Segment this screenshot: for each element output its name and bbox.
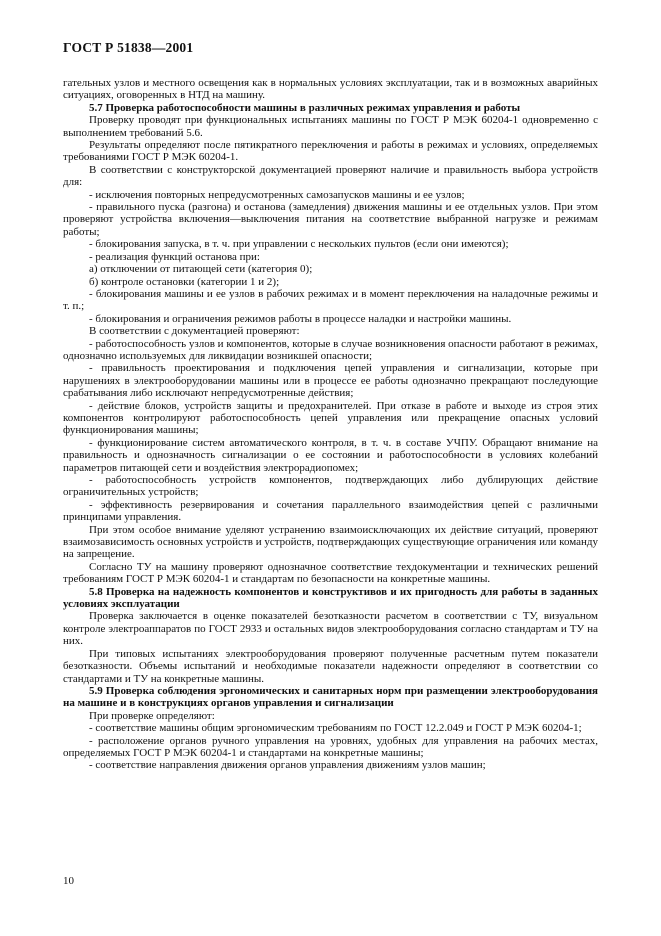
body-paragraph: б) контроле остановки (категории 1 и 2); [89,275,280,288]
body-paragraph: гательных узлов и местного освещения как в нормальных условиях эксплуатации, так и в возможных аварийных ситуациях, оговоренных в НТД на машину. [63,77,598,102]
body-paragraph: - расположение органов ручного управления на уровнях, удобных для управления на рабочих местах, определяемых ГОСТ Р МЭК 60204-1 и стандартами на конкретные машины; [63,734,598,759]
body-paragraph: - исключения повторных непредусмотренных самозапусков машины и ее узлов; [89,188,465,201]
body-paragraph: Проверку проводят при функциональных испытаниях машины по ГОСТ Р МЭК 60204-1 одновременно с выполнением требований 5.6. [63,114,598,139]
body-paragraph: - работоспособность узлов и компонентов, которые в случае возникновения опасности работают в режимах, однозначно используемых для ликвидации возникшей опасности; [63,337,598,362]
section-heading: 5.9 Проверка соблюдения эргономических и санитарных норм при размещении электрооборудования на машине и в конструкциях органов управления и сигнализации [63,684,598,710]
body-paragraph: - правильного пуска (разгона) и останова (замедления) движения машины и ее отдельных узлов. При этом проверяют устройства включения—выключения питания на соответствие выбранной нагрузке и режимам работы; [63,201,598,238]
body-paragraph: - соответствие машины общим эргономическим требованиям по ГОСТ 12.2.049 и ГОСТ Р МЭК 60204-1; [89,722,582,735]
document-body [63,77,598,772]
body-paragraph: - блокирования запуска, в т. ч. при управлении с нескольких пультов (если они имеются); [89,238,509,251]
body-paragraph: При проверке определяют: [89,709,215,722]
body-paragraph: а) отключении от питающей сети (категория 0); [89,263,313,276]
body-paragraph: Согласно ТУ на машину проверяют однозначное соответствие техдокументации и технических решений требованиям ГОСТ Р МЭК 60204-1 и стандартам по безопасности на конкретные машины. [63,560,598,586]
section-heading: 5.7 Проверка работоспособности машины в различных режимах управления и работы [89,101,521,114]
body-paragraph: - работоспособность устройств компонентов, подтверждающих либо дублирующих действие ограничительных устройств; [63,474,598,499]
body-paragraph: При типовых испытаниях электрооборудования проверяют полученные расчетным путем показатели безотказности. Объемы испытаний и необходимые показатели надежности определяют в соответствии со стандартами и ТУ на конкретные машины. [63,647,598,685]
body-paragraph: В соответствии с документацией проверяют: [89,325,300,338]
body-paragraph: При этом особое внимание уделяют устранению взаимоисключающих их действие ситуаций, проверяют взаимозависимость основных устройств и устройств, подтверждающих существующие ограничения или команду на запрещение. [63,523,598,561]
body-paragraph: - блокирования машины и ее узлов в рабочих режимах и в момент переключения на наладочные режимы и т. п.; [63,287,598,313]
body-paragraph: - соответствие направления движения органов управления движениям узлов машин; [89,759,486,772]
body-paragraph: - функционирование систем автоматического контроля, в т. ч. в составе УЧПУ. Обращают внимание на правильность и однозначность сигнализации о ее состоянии и работоспособности в условиях колебаний параметров питающей сети и воздействия электрорадиопомех; [63,436,598,474]
page-number: 10 [63,875,74,887]
body-paragraph: - эффективность резервирования и сочетания параллельного взаимодействия цепей с различными принципами управления. [63,498,598,524]
body-paragraph: - правильность проектирования и подключения цепей управления и сигнализации, которые при нарушениях в электрооборудовании машины или в процессе ее работы однозначно прекращают последующие срабатывания либо исключают непредусмотренные действия; [63,362,598,400]
body-paragraph: - реализация функций останова при: [89,250,260,263]
document-header: ГОСТ Р 51838—2001 [63,40,194,55]
body-paragraph: В соответствии с конструкторской документацией проверяют наличие и правильность выбора устройств для: [63,163,598,189]
section-heading: 5.8 Проверка на надежность компонентов и конструктивов и их пригодность для работы в заданных условиях эксплуатации [63,585,598,611]
body-paragraph: - действие блоков, устройств защиты и предохранителей. При отказе в работе и выходе из строя этих компонентов контролируют работоспособность цепей управления или прекращение опасных условий функционирования машины; [63,399,598,437]
body-paragraph: Проверка заключается в оценке показателей безотказности расчетом в соответствии с ТУ, визуальном контроле электроаппаратов по ГОСТ 2933 и остальных видов электрооборудования согласно стандартам и ТУ на них. [63,610,598,648]
body-paragraph: - блокирования и ограничения режимов работы в процессе наладки и настройки машины. [89,312,512,325]
body-paragraph: Результаты определяют после пятикратного переключения и работы в режимах и условиях, определяемых требованиями ГОСТ Р МЭК 60204-1. [63,139,598,164]
